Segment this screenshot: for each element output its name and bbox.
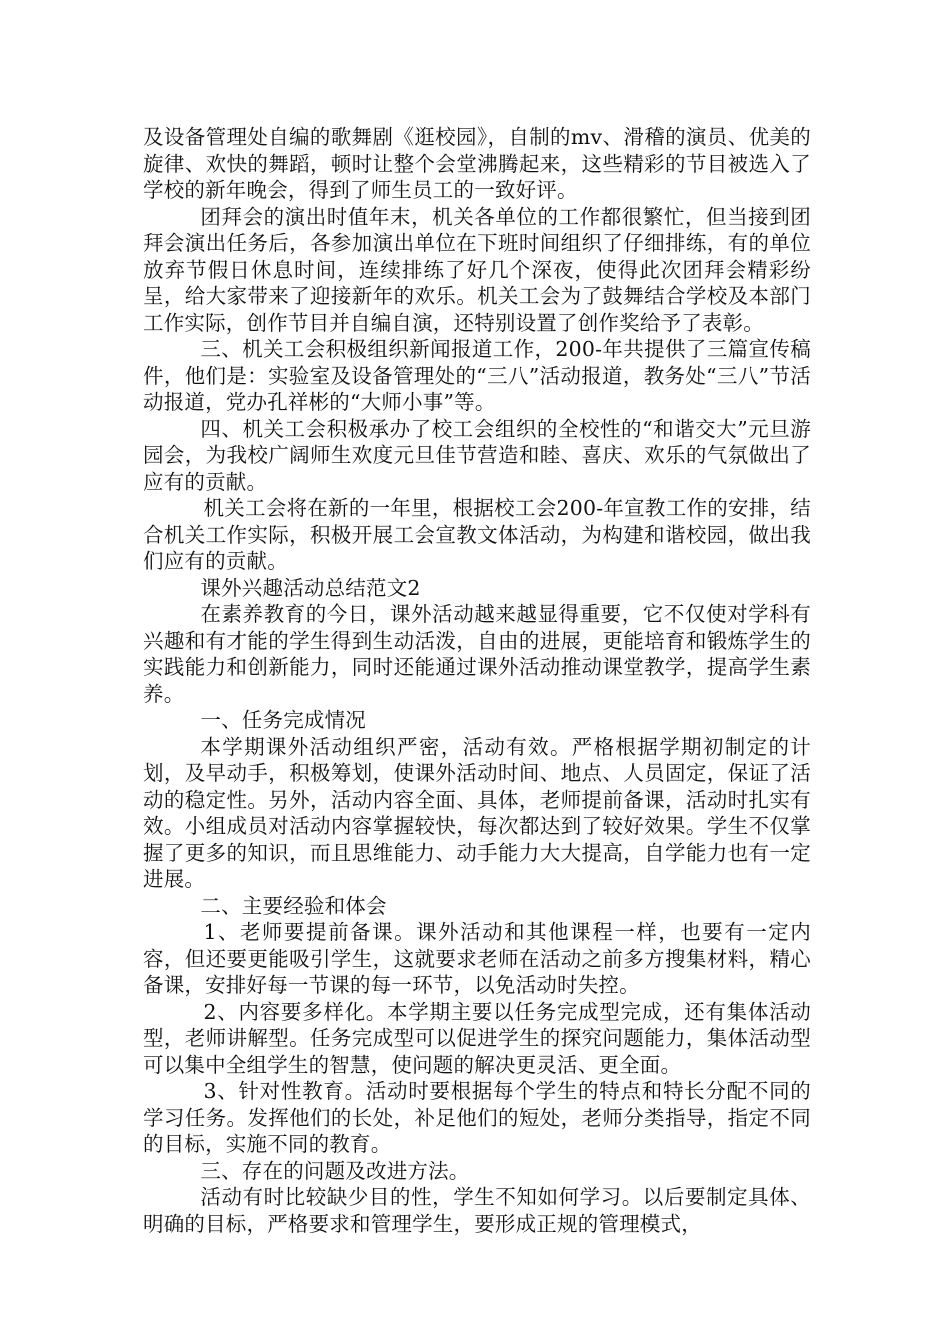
paragraph-garden-party: 四、机关工会积极承办了校工会组织的全校性的“和谐交大”元旦游园会，为我校广阔师生欢度元旦佳节营造和睦、喜庆、欢乐的气氛做出了应有的贡献。 <box>143 416 811 494</box>
heading-experience: 二、主要经验和体会 <box>200 893 387 918</box>
paragraph-task-completion: 本学期课外活动组织严密，活动有效。严格根据学期初制定的计划，及早动手，积极筹划，使课外活动时间、地点、人员固定，保证了活动的稳定性。另外，活动内容全面、具体，老师提前备课，活动时扎实有效。小组成员对活动内容掌握较快，每次都达到了较好效果。学生不仅掌握了更多的知识，而且思维能力、动手能力大大提高，自学能力也有一定进展。 <box>143 734 811 891</box>
paragraph-performance: 团拜会的演出时值年末，机关各单位的工作都很繁忙，但当接到团拜会演出任务后，各参加演出单位在下班时间组织了仔细排练，有的单位放弃节假日休息时间，连续排练了好几个深夜，使得此次团拜会精彩纷呈，给大家带来了迎接新年的欢乐。机关工会为了鼓舞结合学校及本部门工作实际，创作节目并自编自演，还特别设置了创作奖给予了表彰。 <box>143 204 811 335</box>
document-body <box>143 124 811 1237</box>
paragraph-experience-3: 3、针对性教育。活动时要根据每个学生的特点和特长分配不同的学习任务。发挥他们的长处，补足他们的短处，老师分类指导，指定不同的目标，实施不同的教育。 <box>143 1079 811 1156</box>
paragraph-problems: 活动有时比较缺少目的性，学生不知如何学习。以后要制定具体、明确的目标，严格要求和管理学生，要形成正规的管理模式， <box>143 1185 811 1236</box>
paragraph-outlook: 机关工会将在新的一年里，根据校工会200-年宣教工作的安排，结合机关工作实际，积极开展工会宣教文体活动，为构建和谐校园，做出我们应有的贡献。 <box>143 496 811 573</box>
paragraph-news-reporting: 三、机关工会积极组织新闻报道工作，200-年共提供了三篇宣传稿件，他们是：实验室及设备管理处的“三八”活动报道，教务处“三八”节活动报道，党办孔祥彬的“大师小事”等。 <box>143 337 811 414</box>
section-title: 课外兴趣活动总结范文2 <box>200 575 421 600</box>
paragraph-experience-1: 1、老师要提前备课。课外活动和其他课程一样，也要有一定内容，但还要更能吸引学生，这就要求老师在活动之前多方搜集材料，精心备课，安排好每一节课的每一环节，以免活动时失控。 <box>143 920 811 997</box>
heading-task-completion: 一、任务完成情况 <box>200 708 366 732</box>
heading-problems: 三、存在的问题及改进方法。 <box>200 1158 470 1183</box>
paragraph-experience-2: 2、内容要多样化。本学期主要以任务完成型完成，还有集体活动型，老师讲解型。任务完成型可以促进学生的探究问题能力，集体活动型可以集中全组学生的智慧，使问题的解决更灵活、更全面。 <box>143 999 811 1077</box>
paragraph-continuation: 及设备管理处自编的歌舞剧《逛校园》，自制的mv、滑稽的演员、优美的旋律、欢快的舞蹈，顿时让整个会堂沸腾起来，这些精彩的节目被选入了学校的新年晚会，得到了师生员工的一致好评。 <box>143 125 811 202</box>
paragraph-introduction: 在素养教育的今日，课外活动越来越显得重要，它不仅使对学科有兴趣和有才能的学生得到生动活泼，自由的进展，更能培育和锻炼学生的实践能力和创新能力，同时还能通过课外活动推动课堂教学，提高学生素养。 <box>143 602 811 706</box>
